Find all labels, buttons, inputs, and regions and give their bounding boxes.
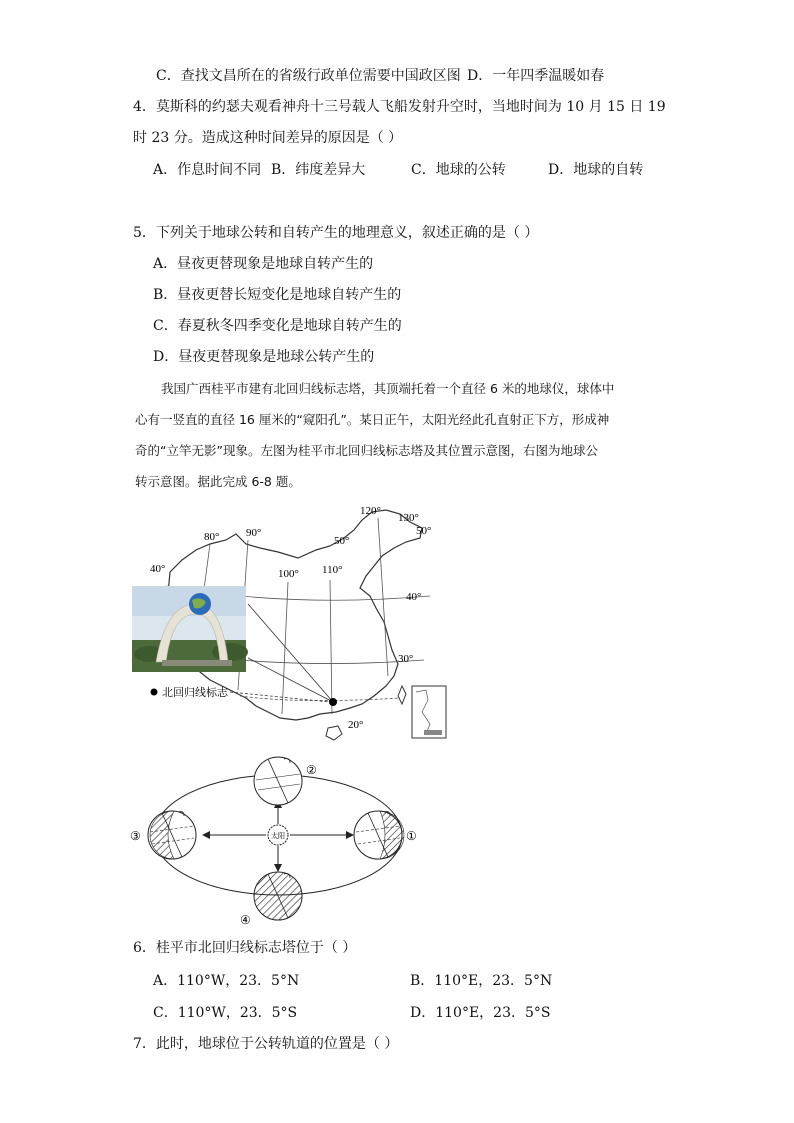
passage-line2: 心有一竖直的直径 16 厘米的“窥阳孔”。某日正午，太阳光经此孔直射正下方，形成神 — [135, 412, 610, 427]
passage-line1: 我国广西桂平市建有北回归线标志塔，其顶端托着一个直径 6 米的地球仪，球体中 — [161, 381, 615, 396]
label-lat40a: 40° — [150, 563, 166, 575]
label-lat20: 20° — [348, 719, 364, 731]
guiping-marker — [329, 698, 337, 706]
marker-label: 北回归线标志 — [162, 686, 228, 699]
q6-option-d: D．110°E，23．5°S — [410, 1005, 551, 1021]
label-lat30: 30° — [398, 653, 414, 665]
island-outline — [398, 686, 406, 704]
q4-option-c: C．地球的公转 — [411, 162, 506, 178]
q3-option-d: D．一年四季温暖如春 — [467, 68, 605, 84]
inset-scale — [424, 730, 442, 735]
q4-stem-line1: 4．莫斯科的约瑟夫观看神舟十三号载人飞船发射升空时，当地时间为 10 月 15 日 19 — [133, 99, 666, 115]
island-outline — [326, 726, 342, 740]
q3-option-c: C．查找文昌所在的省级行政单位需要中国政区图 — [156, 68, 461, 84]
q6-option-c: C．110°W，23．5°S — [153, 1005, 298, 1021]
q5-option-a: A．昼夜更替现象是地球自转产生的 — [153, 256, 374, 272]
earth-position-1 — [354, 811, 404, 859]
q4-option-d: D．地球的自转 — [548, 162, 644, 178]
label-lon100: 100° — [278, 568, 299, 580]
sun-label: 太阳 — [271, 832, 285, 840]
label-lon120: 120° — [360, 505, 381, 517]
q4-option-b: B．纬度差异大 — [271, 162, 366, 178]
earth-position-2 — [254, 757, 302, 805]
q6-option-a: A．110°W，23．5°N — [153, 973, 300, 989]
label-lat50a: 50° — [334, 535, 350, 547]
earth-position-4 — [254, 872, 302, 920]
q6-stem: 6．桂平市北回归线标志塔位于（ ） — [133, 940, 357, 956]
label-position-3: ③ — [130, 829, 141, 843]
q6-option-b: B．110°E，23．5°N — [410, 973, 553, 989]
label-lat40b: 40° — [406, 591, 422, 603]
earth-position-3 — [148, 811, 196, 859]
q5-option-d: D．昼夜更替现象是地球公转产生的 — [153, 349, 375, 365]
q4-stem-line2: 时 23 分。造成这种时间差异的原因是（ ） — [133, 130, 403, 146]
q4-option-a: A．作息时间不同 — [153, 162, 262, 178]
q7-stem: 7．此时，地球位于公转轨道的位置是（ ） — [133, 1036, 399, 1052]
passage-line3: 奇的“立竿无影”现象。左图为桂平市北回归线标志塔及其位置示意图，右图为地球公 — [135, 443, 598, 458]
q5-option-c: C．春夏秋冬四季变化是地球自转产生的 — [153, 318, 402, 334]
label-position-1: ① — [406, 829, 417, 843]
label-position-4: ④ — [240, 913, 251, 927]
q5-option-b: B．昼夜更替长短变化是地球自转产生的 — [153, 287, 402, 303]
q5-stem: 5．下列关于地球公转和自转产生的地理意义，叙述正确的是（ ） — [133, 225, 539, 241]
label-lon80: 80° — [204, 531, 220, 543]
passage-line4: 转示意图。据此完成 6-8 题。 — [135, 474, 301, 489]
label-lat50b: 50° — [416, 525, 432, 537]
label-lon130: 130° — [398, 512, 419, 524]
marker-label-dot — [151, 689, 158, 696]
orbit-figure — [128, 752, 428, 930]
tower-photo — [132, 586, 248, 672]
label-lon90: 90° — [246, 527, 262, 539]
china-map-figure — [130, 500, 460, 745]
label-position-2: ② — [306, 763, 317, 777]
label-lon110: 110° — [322, 564, 343, 576]
sun-icon — [268, 825, 288, 845]
